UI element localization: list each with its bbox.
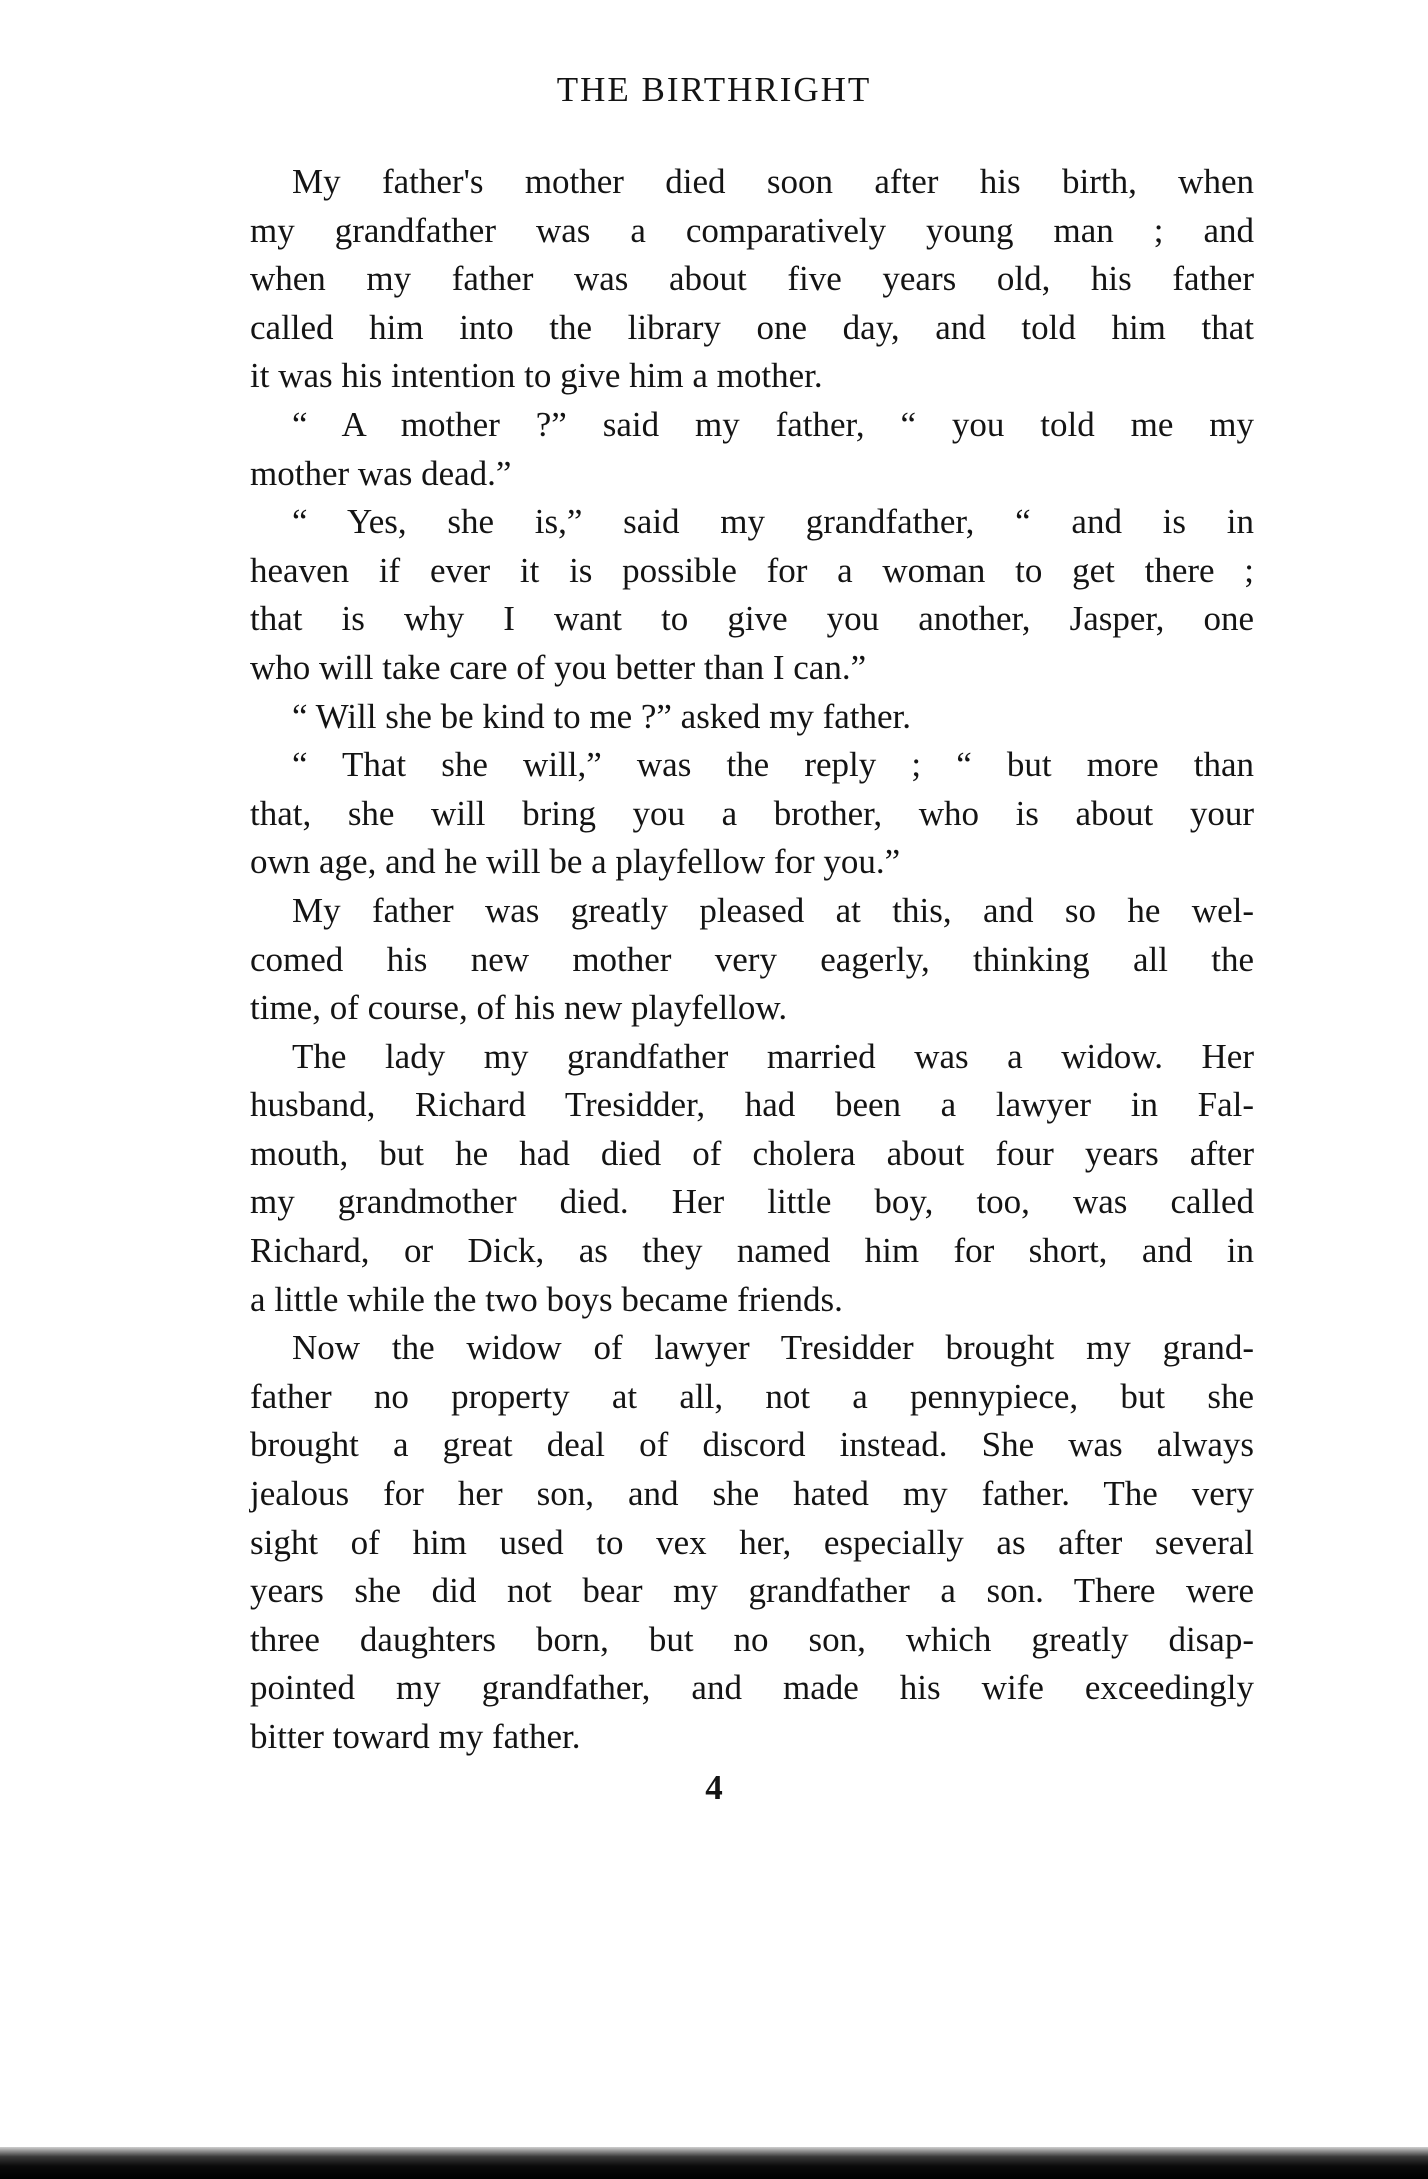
running-head-title: THE BIRTHRIGHT	[556, 70, 872, 109]
text-line: Richard, or Dick, as they named him for short, and in	[250, 1231, 1254, 1271]
text-line: father no property at all, not a pennypiece, but she	[250, 1376, 1254, 1416]
paragraph	[250, 158, 1254, 401]
body-text	[250, 158, 1254, 1762]
text-line: own age, and he will be a playfellow for you.”	[250, 842, 901, 882]
text-line: time, of course, of his new playfellow.	[250, 988, 788, 1028]
scan-bottom-edge	[0, 2147, 1428, 2179]
text-line: brought a great deal of discord instead. She was always	[250, 1425, 1254, 1465]
text-line: jealous for her son, and she hated my father. The very	[250, 1474, 1254, 1514]
text-line: mother was dead.”	[250, 453, 512, 493]
text-line: pointed my grandfather, and made his wife exceedingly	[250, 1668, 1254, 1708]
text-line: bitter toward my father.	[250, 1717, 581, 1756]
paragraph	[250, 498, 1254, 692]
text-line: “ Yes, she is,” said my grandfather, “ and is in	[292, 502, 1254, 542]
text-line: years she did not bear my grandfather a son. There were	[250, 1571, 1254, 1611]
text-line: The lady my grandfather married was a widow. Her	[292, 1036, 1254, 1076]
text-line: three daughters born, but no son, which greatly disap-	[250, 1619, 1254, 1659]
paragraph	[250, 1033, 1254, 1325]
paragraph	[250, 401, 1254, 498]
text-line: my grandfather was a comparatively young man ; and	[250, 210, 1254, 250]
text-line: husband, Richard Tresidder, had been a lawyer in Fal-	[250, 1085, 1254, 1125]
text-line: a little while the two boys became friends.	[250, 1279, 843, 1319]
page-number: 4	[705, 1768, 723, 1807]
text-line: My father's mother died soon after his birth, when	[292, 162, 1254, 201]
text-line: it was his intention to give him a mother.	[250, 356, 823, 396]
text-line: heaven if ever it is possible for a woman to get there ;	[250, 550, 1254, 590]
text-line: “ That she will,” was the reply ; “ but more than	[292, 745, 1254, 785]
text-line: called him into the library one day, and told him that	[250, 307, 1254, 347]
paragraph	[250, 741, 1254, 887]
text-line: “ A mother ?” said my father, “ you told me my	[292, 404, 1254, 444]
paragraph	[250, 887, 1254, 1033]
text-line: when my father was about five years old, his father	[250, 259, 1254, 299]
text-line: sight of him used to vex her, especially as after several	[250, 1522, 1254, 1562]
text-line: who will take care of you better than I can.”	[250, 647, 867, 687]
text-line: comed his new mother very eagerly, thinking all the	[250, 939, 1254, 979]
text-line: My father was greatly pleased at this, and so he wel-	[292, 890, 1254, 930]
paragraph	[250, 693, 1254, 742]
text-line: that, she will bring you a brother, who is about your	[250, 793, 1254, 833]
text-line: Now the widow of lawyer Tresidder brought my grand-	[292, 1328, 1254, 1368]
text-line: my grandmother died. Her little boy, too, was called	[250, 1182, 1254, 1222]
paragraph	[250, 1324, 1254, 1761]
text-line: mouth, but he had died of cholera about four years after	[250, 1133, 1254, 1173]
text-line: that is why I want to give you another, Jasper, one	[250, 599, 1254, 639]
text-line: “ Will she be kind to me ?” asked my father.	[292, 696, 912, 736]
